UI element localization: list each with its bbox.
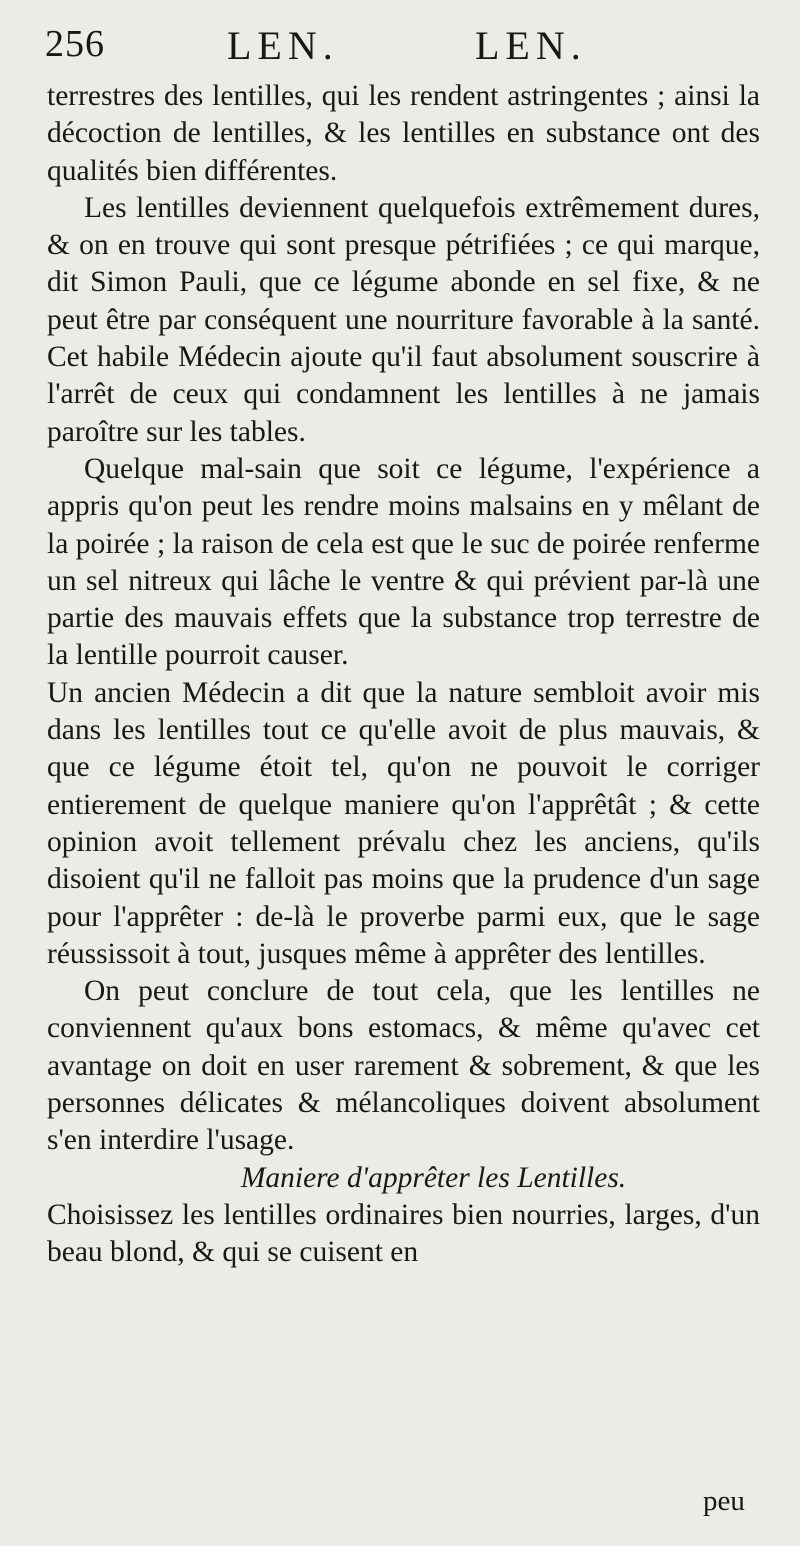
paragraph-4: Un ancien Médecin a dit que la nature sembloit avoir mis dans les lentilles tout ce qu'elle avoit de plus mauvais, & que ce légume étoit tel, qu'on ne pouvoit le corriger entierement de quelque maniere qu'on l'apprêtât ; & cette opinion avoit tellement prévalu chez les anciens, qu'ils disoient qu'il ne falloit pas moins que la prudence d'un sage pour l'apprêter : de-là le proverbe parmi eux, que le sage réussissoit à tout, jusques même à apprêter des lentilles. <box>47 676 760 970</box>
page-header <box>45 22 645 72</box>
paragraph-3: Quelque mal-sain que soit ce légume, l'expérience a appris qu'on peut les rendre moins malsains en y mêlant de la poirée ; la raison de cela est que le suc de poirée renferme un sel nitreux qui lâche le ventre & qui prévient par-là une partie des mauvais effets que la substance trop terrestre de la lentille pourroit causer. <box>47 452 760 672</box>
section-heading: Maniere d'apprêter les Lentilles. <box>240 1161 627 1194</box>
catchword: peu <box>703 1485 745 1517</box>
paragraph-1: terrestres des lentilles, qui les rendent astringentes ; ainsi la décoction de lentilles, & les lentilles en substance ont des qualités bien différentes. <box>47 80 760 187</box>
paragraph-6: Choisissez les lentilles ordinaires bien nourries, larges, d'un beau blond, & qui se cuisent en <box>47 1198 760 1269</box>
body-text <box>47 78 760 1272</box>
page-number: 256 <box>45 23 105 65</box>
paragraph-5: On peut conclure de tout cela, que les lentilles ne conviennent qu'aux bons estomacs, & même qu'avec cet avantage on doit en user rarement & sobrement, & que les personnes délicates & mélancoliques doivent absolument s'en interdire l'usage. <box>47 975 760 1157</box>
paragraph-2: Les lentilles deviennent quelquefois extrêmement dures, & on en trouve qui sont presque pétrifiées ; ce qui marque, dit Simon Pauli, que ce légume abonde en sel fixe, & ne peut être par conséquent une nourriture favorable à la santé. Cet habile Médecin ajoute qu'il faut absolument souscrire à l'arrêt de ceux qui condamnent les lentilles à ne jamais paroître sur les tables. <box>47 191 760 448</box>
running-head-left: LEN. <box>227 23 339 68</box>
running-head-right: LEN. <box>475 23 587 68</box>
